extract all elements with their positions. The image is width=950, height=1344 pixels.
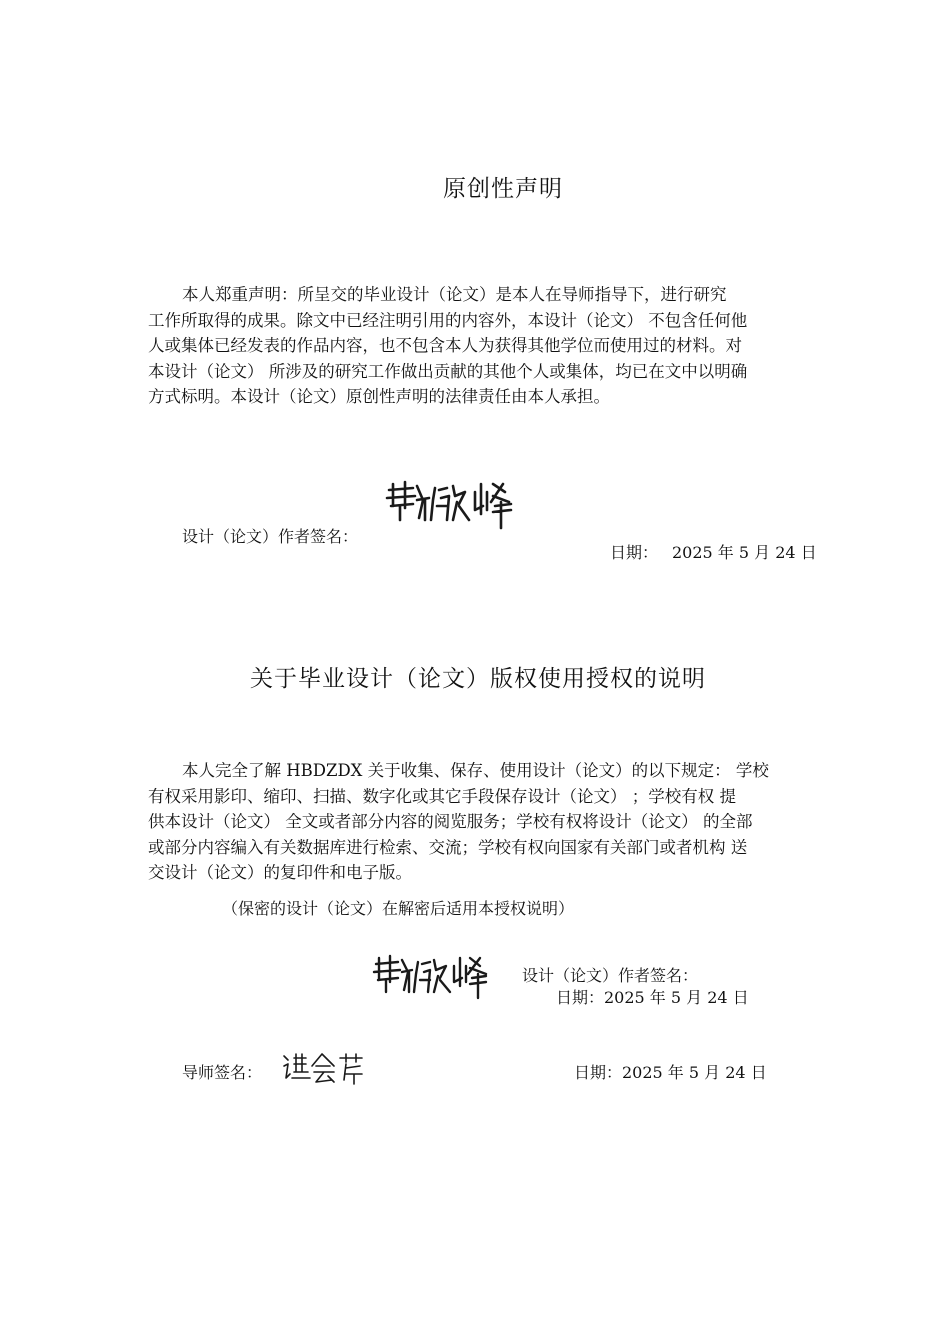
authorization-line: 交设计（论文）的复印件和电子版。 (148, 863, 412, 882)
advisor-label: 导师签名： (182, 1063, 263, 1082)
declaration-line: 方式标明。本设计（论文）原创性声明的法律责任由本人承担。 (148, 387, 610, 406)
advisor-date: 日期：2025 年 5 月 24 日 (574, 1063, 767, 1082)
declaration-paragraph (148, 282, 830, 410)
authorization-author-label: 设计（论文）作者签名： (522, 966, 699, 985)
declaration-line: 工作所取得的成果。除文中已经注明引用的内容外，本设计（论文） 不包含任何他 (148, 310, 748, 330)
authorization-line: 供本设计（论文） 全文或者部分内容的阅览服务；学校有权将设计（论文） 的全部 (148, 812, 753, 831)
declaration-date-label: 日期： (610, 543, 659, 562)
advisor-signature-image (280, 1050, 366, 1086)
authorization-line: 或部分内容编入有关数据库进行检索、交流；学校有权向国家有关部门或者机构 送 (148, 837, 748, 857)
declaration-title: 原创性声明 (443, 176, 563, 202)
authorization-title: 关于毕业设计（论文）版权使用授权的说明 (250, 666, 706, 692)
authorization-paragraph (148, 758, 830, 886)
declaration-line: 本设计（论文） 所涉及的研究工作做出贡献的其他个人或集体，均已在文中以明确 (148, 361, 748, 381)
authorization-line: 有权采用影印、缩印、扫描、数字化或其它手段保存设计（论文） ；学校有权 提 (148, 786, 736, 806)
declaration-date-value: 2025 年 5 月 24 日 (672, 543, 817, 562)
declaration-line: 人或集体已经发表的作品内容，也不包含本人为获得其他学位而使用过的材料。对 (148, 336, 742, 355)
author-signature-image-2 (370, 950, 490, 1000)
authorization-author-date: 日期：2025 年 5 月 24 日 (556, 988, 749, 1007)
author-signature-image (383, 476, 523, 532)
declaration-author-label: 设计（论文）作者签名： (182, 527, 359, 546)
authorization-line: 本人完全了解 HBDZDX 关于收集、保存、使用设计（论文）的以下规定： 学校 (182, 761, 769, 780)
declaration-line: 本人郑重声明：所呈交的毕业设计（论文）是本人在导师指导下，进行研究 (182, 285, 727, 304)
confidentiality-note: （保密的设计（论文）在解密后适用本授权说明） (222, 899, 575, 918)
